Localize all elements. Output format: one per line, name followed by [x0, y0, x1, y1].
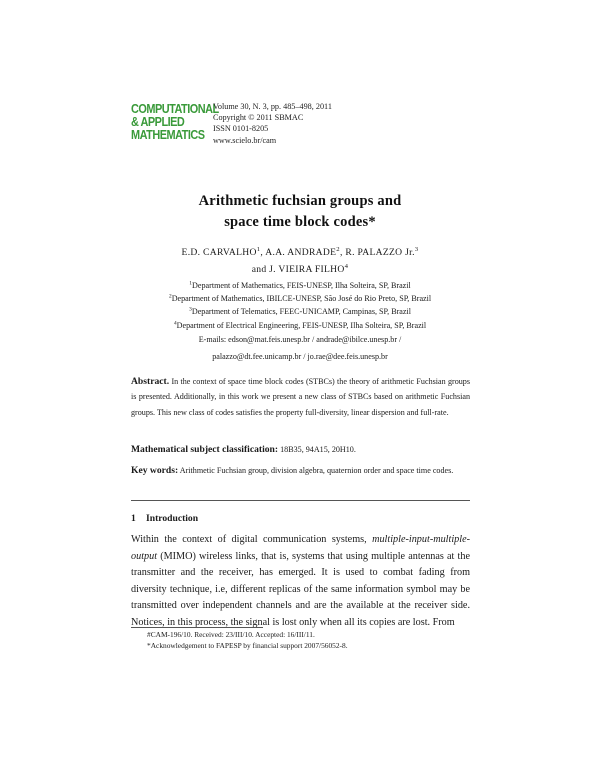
logo-line-computational: COMPUTATIONAL: [131, 101, 219, 116]
affiliation-mark: 1: [189, 280, 193, 287]
affiliation: [0, 319, 600, 332]
journal-issn: ISSN 0101-8205: [213, 124, 269, 134]
author-mark: 4: [344, 262, 349, 270]
author-list: [0, 244, 600, 278]
affiliations: [0, 279, 600, 332]
keywords: [131, 463, 470, 479]
keywords-label: Key words:: [131, 465, 179, 476]
affiliation-mark: 4: [173, 319, 177, 326]
title-line-2: space time block codes*: [224, 214, 376, 230]
abstract-label: Abstract.: [131, 376, 170, 387]
journal-info: [213, 101, 332, 146]
intro-italic-term: multiple-input-multiple-output: [131, 534, 470, 562]
affiliation-mark: 2: [168, 293, 172, 300]
affiliation-text: Department of Mathematics, FEIS-UNESP, Ilha Solteira, SP, Brazil: [192, 281, 411, 290]
author-line-1: E.D. CARVALHO$^1$, A.A. ANDRADE$^2$, R. PALAZZO Jr.$^3$: [181, 245, 419, 258]
subject-classification: [131, 442, 470, 457]
email-line-1[interactable]: E-mails: edson@mat.feis.unesp.br / andrade@ibilce.unesp.br /: [198, 335, 402, 344]
keywords-text: Arithmetic Fuchsian group, division algebra, quaternion order and space time codes.: [179, 466, 454, 475]
affiliation-text: Department of Electrical Engineering, FEIS-UNESP, Ilha Solteira, SP, Brazil: [176, 320, 427, 330]
journal-logo: [131, 101, 219, 142]
author-name: and J. VIEIRA FILHO: [251, 264, 345, 275]
footnote-rule: [131, 627, 263, 628]
section-number: 1: [131, 513, 136, 524]
author-name: R. PALAZZO Jr.: [345, 247, 415, 258]
intro-text-1: Within the context of digital communication systems,: [131, 534, 373, 545]
section-heading: [131, 513, 198, 524]
journal-copyright: Copyright © 2011 SBMAC: [213, 113, 304, 123]
msc-codes: 18B35, 94A15, 20H10.: [280, 445, 356, 454]
author-name: A.A. ANDRADE: [265, 247, 337, 258]
author-mark: 3: [414, 245, 419, 253]
footnotes: [131, 629, 470, 651]
abstract-text: In the context of space time block codes (STBCs) the theory of arithmetic Fuchsian groups is presented. Additionally, in this work we present a new class of STBCs based on arithmetic Fuchsian groups. This new class of codes satisfies the property full-diversity, linear dispersion and full-rate.: [131, 377, 470, 417]
intro-paragraph: [131, 532, 470, 632]
logo-line-mathematics: MATHEMATICS: [131, 127, 205, 142]
email-block: [0, 331, 600, 365]
journal-url[interactable]: www.scielo.br/cam: [213, 135, 277, 145]
affiliation: [0, 305, 600, 318]
footnote-received: #CAM-196/10. Received: 23/III/10. Accepted: 16/III/11.: [147, 630, 315, 639]
section-title: Introduction: [146, 513, 199, 524]
author-line-2: [0, 261, 600, 278]
affiliation-text: Department of Telematics, FEEC-UNICAMP, Campinas, SP, Brazil: [191, 307, 411, 317]
paper-title: [0, 191, 600, 233]
footnote-acknowledgement: *Acknowledgement to FAPESP by financial support 2007/56052-8.: [147, 641, 348, 650]
intro-text-2: (MIMO) wireless links, that is, systems that using multiple antennas at the transmitter and the receiver, has emerged. It is used to combat fading from diversity technique, i.e, different replicas of the same information symbol may be transmitted over independent channels and are the available at the receiver side. Notices, in this process, the signal is lost only when all its copies are lost. From: [131, 550, 470, 628]
journal-volume: Volume 30, N. 3, pp. 485–498, 2011: [213, 102, 332, 111]
author-mark: 2: [336, 245, 340, 253]
affiliation-mark: 3: [189, 306, 192, 313]
author-mark: 1: [256, 245, 261, 253]
msc-label: Mathematical subject classification:: [131, 444, 279, 455]
affiliation-text: Department of Mathematics, IBILCE-UNESP, São José do Rio Preto, SP, Brazil: [171, 294, 432, 304]
affiliation: [0, 279, 600, 292]
section-divider: [131, 500, 470, 501]
title-line-1: Arithmetic fuchsian groups and: [198, 193, 402, 209]
logo-line-applied: & APPLIED: [131, 114, 185, 129]
email-line-2[interactable]: palazzo@dt.fee.unicamp.br / jo.rae@dee.feis.unesp.br: [212, 352, 388, 361]
affiliation: [0, 292, 600, 305]
abstract: [131, 374, 470, 420]
author-name: E.D. CARVALHO: [181, 247, 257, 258]
